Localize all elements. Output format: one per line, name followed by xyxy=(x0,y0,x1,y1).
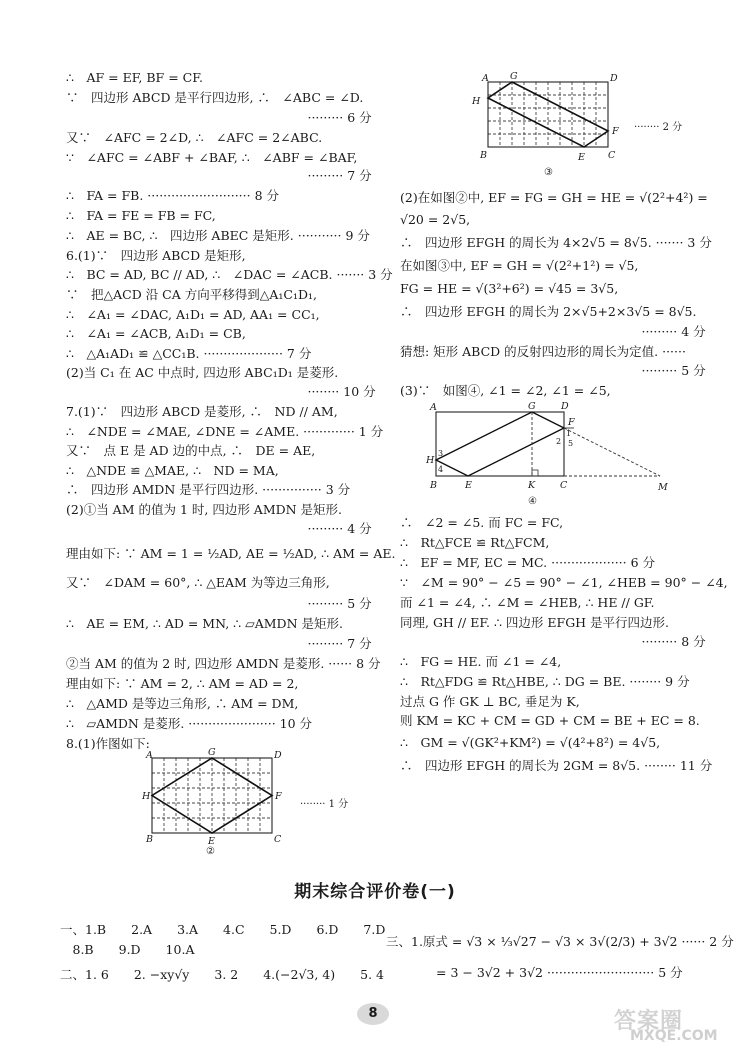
svg-text:M: M xyxy=(658,482,668,493)
svg-text:B: B xyxy=(430,480,437,491)
left-line: (2)①当 AM 的值为 1 时, 四边形 AMDN 是矩形. xyxy=(66,502,343,517)
left-line: ②当 AM 的值为 2 时, 四边形 AMDN 是菱形. ······ 8 分 xyxy=(66,656,381,671)
left-line: 6.(1)∵ 四边形 ABCD 是矩形, xyxy=(66,248,246,263)
figure-4 xyxy=(420,400,680,512)
left-line: ∴ 四边形 AMDN 是平行四边形. ··············· 3 分 xyxy=(66,482,351,497)
right-line: (2)在如图②中, EF = FG = GH = HE = √(2²+4²) = xyxy=(400,190,708,205)
rectangle-abcd xyxy=(436,412,564,476)
figure-4-svg xyxy=(420,400,680,512)
left-line: 又∵ ∠AFC = 2∠D, ∴ ∠AFC = 2∠ABC. xyxy=(66,130,323,145)
left-line: 8.(1)作图如下: xyxy=(66,736,150,751)
svg-text:A: A xyxy=(146,750,153,761)
svg-text:1: 1 xyxy=(566,429,572,438)
right-line: ········· 8 分 xyxy=(400,634,706,649)
left-line: ∴ △A₁AD₁ ≌ △CC₁B. ···················· 7 分 xyxy=(66,346,312,361)
left-line: ∴ ∠NDE = ∠MAE, ∠DNE = ∠AME. ············· 1 分 xyxy=(66,424,384,439)
svg-text:G: G xyxy=(528,401,536,412)
left-line: ········ 10 分 xyxy=(66,384,376,399)
svg-text:2: 2 xyxy=(556,437,562,446)
figure-3-caption: ③ xyxy=(544,167,553,178)
choice-answers-row-2: 8.B 9.D 10.A xyxy=(60,942,195,957)
left-line: 理由如下: ∵ AM = 2, ∴ AM = AD = 2, xyxy=(66,676,299,691)
left-line: ∴ BC = AD, BC // AD, ∴ ∠DAC = ∠ACB. ······· 3 分 xyxy=(66,267,393,282)
extension-fm xyxy=(564,428,660,476)
svg-text:G: G xyxy=(208,747,216,758)
right-line: ∴ Rt△FDG ≌ Rt△HBE, ∴ DG = BE. ········ 9 分 xyxy=(400,674,690,689)
left-line: ········· 4 分 xyxy=(66,521,372,536)
left-line: ∴ △NDE ≌ △MAE, ∴ ND = MA, xyxy=(66,463,279,478)
right-line: (3)∵ 如图④, ∠1 = ∠2, ∠1 = ∠5, xyxy=(400,383,611,398)
svg-text:B: B xyxy=(146,834,153,845)
right-line: ∴ 四边形 EFGH 的周长为 2GM = 8√5. ········ 11 分 xyxy=(400,758,713,773)
left-line: 又∵ 点 E 是 AD 边的中点, ∴ DE = AE, xyxy=(66,443,316,458)
reflection-parallelogram xyxy=(436,412,564,476)
page-number: 8 xyxy=(357,1003,389,1025)
svg-text:A: A xyxy=(430,402,437,413)
svg-text:C: C xyxy=(274,834,282,845)
svg-text:3: 3 xyxy=(438,449,444,458)
right-line: 而 ∠1 = ∠4, ∴ ∠M = ∠HEB, ∴ HE // GF. xyxy=(400,595,655,610)
svg-text:F: F xyxy=(275,791,282,802)
figure-3-score: ········ 2 分 xyxy=(634,122,683,133)
calc-answer-row-1: 三、1.原式 = √3 × ⅓√27 − √3 × 3√(2/3) + 3√2 ······ 2 分 xyxy=(386,934,734,949)
right-line: ∴ EF = MF, EC = MC. ··················· 6 分 xyxy=(400,555,656,570)
right-line: ∴ 四边形 EFGH 的周长为 4×2√5 = 8√5. ······· 3 分 xyxy=(400,235,712,250)
figure-3 xyxy=(472,71,718,180)
left-line: 7.(1)∵ 四边形 ABCD 是菱形, ∴ ND // AM, xyxy=(66,404,338,419)
svg-text:E: E xyxy=(208,836,215,847)
svg-text:D: D xyxy=(274,750,282,761)
left-line: ∴ ∠A₁ = ∠ACB, A₁D₁ = CB, xyxy=(66,326,246,341)
left-line: ∴ FA = FB. ·························· 8 分 xyxy=(66,188,280,203)
left-line: ········· 7 分 xyxy=(66,168,372,183)
svg-text:B: B xyxy=(480,150,487,161)
right-line: ∴ Rt△FCE ≌ Rt△FCM, xyxy=(400,535,550,550)
right-line: 则 KM = KC + CM = GD + CM = BE + EC = 8. xyxy=(400,713,700,728)
svg-text:D: D xyxy=(561,401,569,412)
svg-text:H: H xyxy=(426,455,435,466)
grid-lines xyxy=(488,82,608,147)
left-line: ∴ FA = FE = FB = FC, xyxy=(66,208,216,223)
calc-answer-row-2: = 3 − 3√2 + 3√2 ··························· 5 分 xyxy=(386,965,683,980)
left-line: ········· 6 分 xyxy=(66,110,372,125)
grid-lines xyxy=(152,758,272,833)
right-line: ········· 5 分 xyxy=(400,363,706,378)
left-line: ∵ 四边形 ABCD 是平行四边形, ∴ ∠ABC = ∠D. xyxy=(66,90,364,105)
left-line: 理由如下: ∵ AM = 1 = ½AD, AE = ½AD, ∴ AM = AE. xyxy=(66,546,396,561)
left-line: ∵ 把△ACD 沿 CA 方向平移得到△A₁C₁D₁, xyxy=(66,287,317,302)
watermark-url: MXQE.COM xyxy=(630,1028,718,1044)
right-line: ∴ 四边形 EFGH 的周长为 2×√5+2×3√5 = 8√5. xyxy=(400,304,697,319)
right-line: ∴ GM = √(GK²+KM²) = √(4²+8²) = 4√5, xyxy=(400,735,661,750)
section-title: 期末综合评价卷(一) xyxy=(294,882,456,902)
figure-2-caption: ② xyxy=(206,846,215,857)
right-line: 过点 G 作 GK ⊥ BC, 垂足为 K, xyxy=(400,694,580,709)
right-angle-mark xyxy=(532,470,538,476)
right-line: 猜想: 矩形 ABCD 的反射四边形的周长为定值. ······ xyxy=(400,344,686,359)
figure-2 xyxy=(140,747,380,857)
right-line: 同理, GH // EF. ∴ 四边形 EFGH 是平行四边形. xyxy=(400,615,670,630)
right-line: ∴ ∠2 = ∠5. 而 FC = FC, xyxy=(400,515,564,530)
svg-text:5: 5 xyxy=(568,439,574,448)
left-line: 又∵ ∠DAM = 60°, ∴ △EAM 为等边三角形, xyxy=(66,575,330,590)
svg-text:H: H xyxy=(472,96,481,107)
svg-text:H: H xyxy=(142,791,151,802)
svg-text:A: A xyxy=(482,73,489,84)
left-line: ∴ ∠A₁ = ∠DAC, A₁D₁ = AD, AA₁ = CC₁, xyxy=(66,307,320,322)
left-line: ∴ AE = EM, ∴ AD = MN, ∴ ▱AMDN 是矩形. xyxy=(66,616,343,631)
right-line: ∵ ∠M = 90° − ∠5 = 90° − ∠1, ∠HEB = 90° − ∠4, xyxy=(400,575,728,590)
left-line: ∴ ▱AMDN 是菱形. ······················ 10 分 xyxy=(66,716,313,731)
left-line: ∵ ∠AFC = ∠ABF + ∠BAF, ∴ ∠ABF = ∠BAF, xyxy=(66,150,358,165)
fill-answers-row: 二、1. 6 2. −xy√y 3. 2 4.(−2√3, 4) 5. 4 xyxy=(60,967,384,982)
svg-text:K: K xyxy=(528,480,536,491)
figure-2-svg xyxy=(140,747,380,857)
svg-text:F: F xyxy=(612,126,619,137)
left-line: (2)当 C₁ 在 AC 中点时, 四边形 ABC₁D₁ 是菱形. xyxy=(66,365,339,380)
figure-4-caption: ④ xyxy=(528,496,537,507)
right-line: FG = HE = √(3²+6²) = √45 = 3√5, xyxy=(400,281,619,296)
figure-2-score: ········ 1 分 xyxy=(300,799,349,810)
left-line: ∴ AE = BC, ∴ 四边形 ABEC 是矩形. ··········· 9 分 xyxy=(66,228,370,243)
svg-text:C: C xyxy=(560,480,568,491)
right-line: √20 = 2√5, xyxy=(400,212,471,227)
right-line: 在如图③中, EF = GH = √(2²+1²) = √5, xyxy=(400,258,639,273)
choice-answers-row-1: 一、1.B 2.A 3.A 4.C 5.D 6.D 7.D xyxy=(60,922,386,937)
svg-text:D: D xyxy=(610,73,618,84)
svg-text:E: E xyxy=(578,152,585,163)
svg-text:F: F xyxy=(568,417,575,428)
right-line: ········· 4 分 xyxy=(400,324,706,339)
left-line: ········· 5 分 xyxy=(66,596,372,611)
svg-text:4: 4 xyxy=(438,465,444,474)
figure-3-svg xyxy=(472,71,718,180)
svg-text:C: C xyxy=(608,150,616,161)
left-line: ∴ AF = EF, BF = CF. xyxy=(66,70,203,85)
watermark-logo: 答案圈 xyxy=(614,1009,684,1034)
left-line: ∴ △AMD 是等边三角形, ∴ AM = DM, xyxy=(66,696,299,711)
svg-text:E: E xyxy=(465,480,472,491)
svg-text:G: G xyxy=(510,71,518,82)
left-line: ········· 7 分 xyxy=(66,636,372,651)
right-line: ∴ FG = HE. 而 ∠1 = ∠4, xyxy=(400,654,562,669)
